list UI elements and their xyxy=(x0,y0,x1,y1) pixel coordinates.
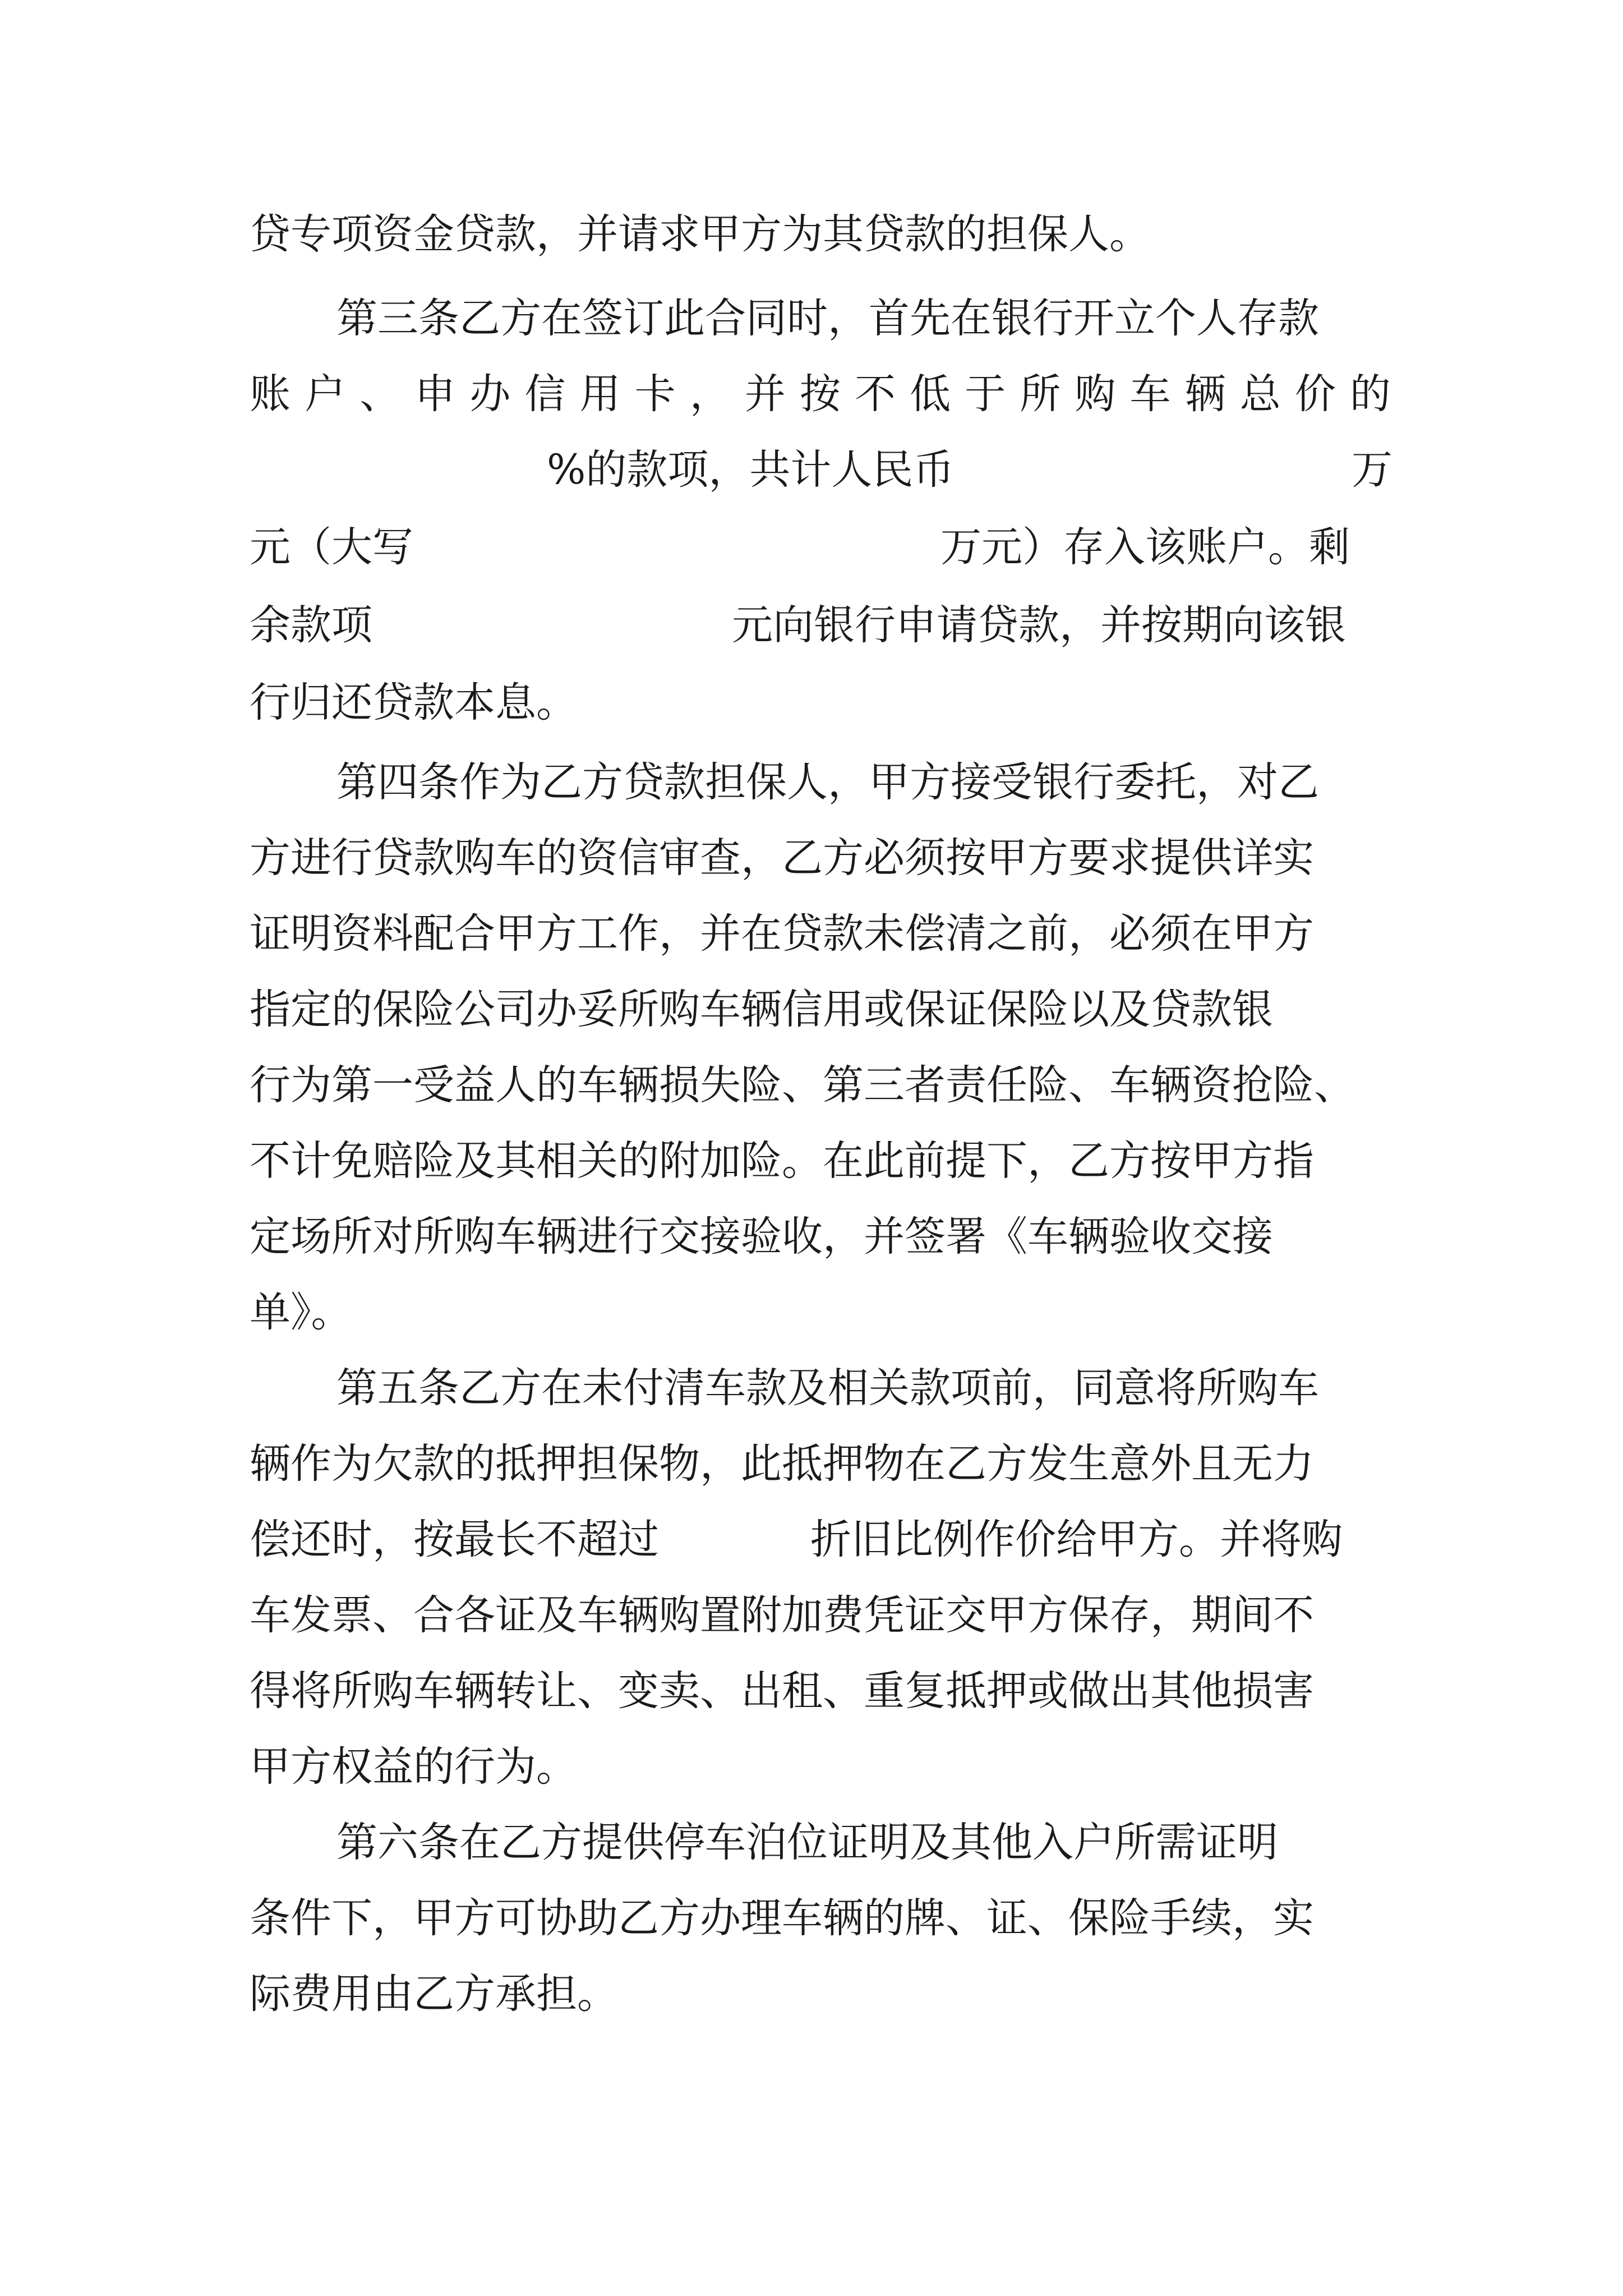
char: 的 xyxy=(1349,370,1391,418)
text-line: 车发票、合各证及车辆购置附加费凭证交甲方保存，期间不 xyxy=(250,1591,1314,1639)
text-line: 条件下，甲方可协助乙方办理车辆的牌、证、保险手续，实 xyxy=(250,1894,1314,1942)
char: 价 xyxy=(1294,370,1336,418)
char: 低 xyxy=(910,370,951,418)
text-line-justified xyxy=(250,366,1391,422)
text-segment: 万 xyxy=(1352,446,1393,494)
text-line: 不计免赔险及其相关的附加险。在此前提下，乙方按甲方指 xyxy=(250,1137,1314,1185)
text-line: 际费用由乙方承担。 xyxy=(250,1970,618,2018)
char: 于 xyxy=(965,370,1006,418)
text-line: 第三条乙方在签订此合同时，首先在银行开立个人存款 xyxy=(336,295,1319,342)
text-line: 甲方权益的行为。 xyxy=(250,1743,577,1791)
text-line: 行为第一受益人的车辆损失险、第三者责任险、车辆资抢险、 xyxy=(250,1061,1355,1109)
text-segment: 偿还时，按最长不超过 xyxy=(250,1516,659,1563)
text-line: 第四条作为乙方贷款担保人，甲方接受银行委托，对乙 xyxy=(336,758,1319,806)
text-segment: 折旧比例作价给甲方。并将购 xyxy=(810,1516,1343,1563)
text-line: 第五条乙方在未付清车款及相关款项前，同意将所购车 xyxy=(336,1364,1319,1412)
char: 申 xyxy=(414,370,456,418)
char: 账 xyxy=(250,370,291,418)
text-line: 单》。 xyxy=(250,1289,352,1336)
char: 购 xyxy=(1075,370,1116,418)
char: 用 xyxy=(579,370,621,418)
text-line: 第六条在乙方提供停车泊位证明及其他入户所需证明 xyxy=(336,1819,1278,1866)
text-line: 辆作为欠款的抵押担保物，此抵押物在乙方发生意外且无力 xyxy=(250,1440,1314,1488)
char: 卡 xyxy=(634,370,676,418)
char: 、 xyxy=(359,370,401,418)
text-segment: %的款项，共计人民币 xyxy=(547,446,955,494)
char: 总 xyxy=(1239,370,1281,418)
text-line: 行归还贷款本息。 xyxy=(250,679,577,726)
text-line: 贷专项资金贷款，并请求甲方为其贷款的担保人。 xyxy=(250,210,1150,258)
char: 所 xyxy=(1020,370,1061,418)
char: 车 xyxy=(1129,370,1171,418)
char: 户 xyxy=(305,370,346,418)
char: 并 xyxy=(744,370,786,418)
text-segment: 万元）存入该账户。剩 xyxy=(940,523,1350,571)
text-line: 定场所对所购车辆进行交接验收，并签署《车辆验收交接 xyxy=(250,1213,1273,1260)
char: ， xyxy=(689,370,731,418)
text-line: 指定的保险公司办妥所购车辆信用或保证保险以及贷款银 xyxy=(250,986,1273,1033)
char: 信 xyxy=(524,370,566,418)
text-line: 方进行贷款购车的资信审查，乙方必须按甲方要求提供详实 xyxy=(250,834,1314,882)
text-line: 得将所购车辆转让、变卖、出租、重复抵押或做出其他损害 xyxy=(250,1667,1314,1715)
char: 辆 xyxy=(1184,370,1226,418)
text-segment: 余款项 xyxy=(250,601,372,649)
char: 不 xyxy=(855,370,896,418)
char: 办 xyxy=(469,370,511,418)
text-line: 证明资料配合甲方工作，并在贷款未偿清之前，必须在甲方 xyxy=(250,910,1314,958)
text-segment: 元向银行申请贷款，并按期向该银 xyxy=(732,601,1346,649)
char: 按 xyxy=(799,370,841,418)
text-segment: 元（大写 xyxy=(250,523,413,571)
